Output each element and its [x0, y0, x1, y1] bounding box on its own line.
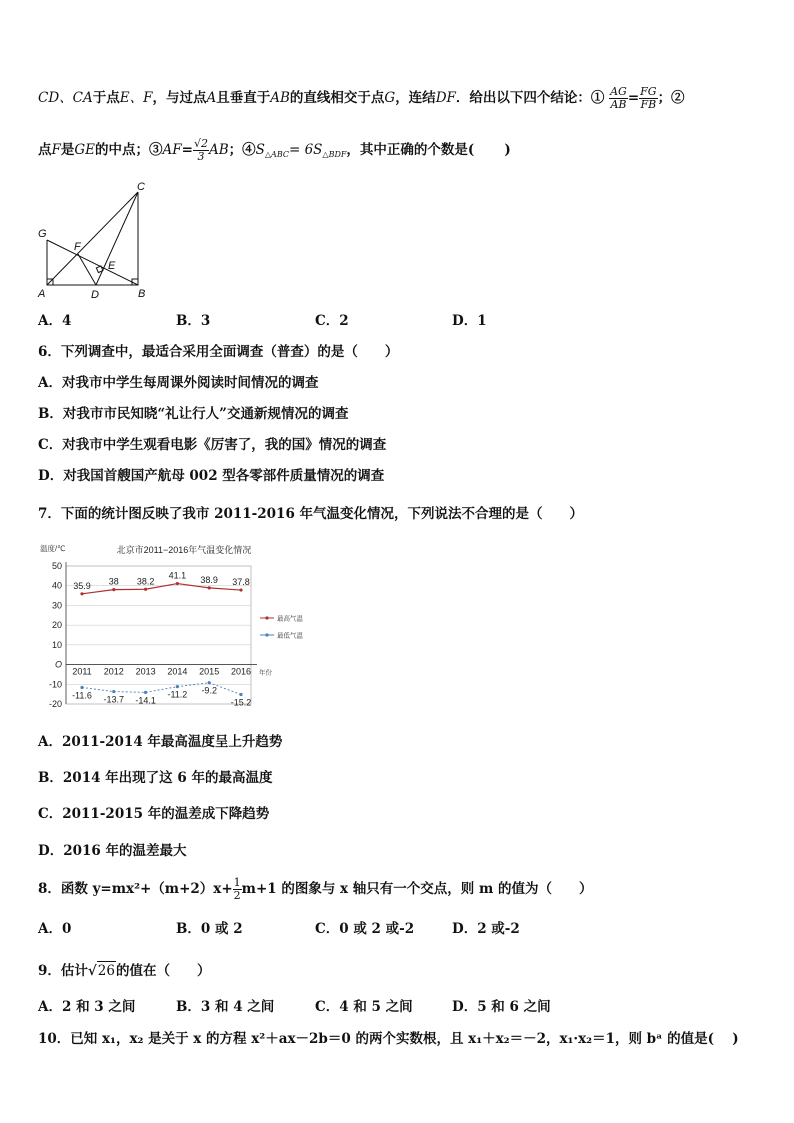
q7-stem: 7．下面的统计图反映了我市 2011-2016 年气温变化情况，下列说法不合理的是（ ）	[38, 506, 584, 522]
segment-fd	[78, 254, 96, 285]
q5-text: 的直线相交于点	[289, 90, 385, 106]
fraction-fg-fb: $\frac{FG}{FB}$	[640, 85, 657, 111]
q7-option-d[interactable]: D．2016 年的温差最大	[38, 843, 187, 859]
q5-geometry-figure	[30, 180, 160, 305]
data-label: -11.6	[72, 690, 92, 701]
y-tick-label: 40	[51, 580, 62, 591]
q8-text: 8．函数 y=mx²+（m+2）x+	[38, 881, 233, 897]
q6-option-d[interactable]: D．对我国首艘国产航母 002 型各零部件质量情况的调查	[38, 468, 385, 484]
data-point	[239, 588, 242, 591]
q8-option-a[interactable]: A．0	[38, 921, 72, 937]
q9-text: 9．估计	[38, 963, 88, 979]
q5-option-a[interactable]: A．4	[38, 313, 72, 329]
q5-text: ，连结	[395, 90, 436, 106]
q5-text: 且垂直于	[216, 90, 271, 106]
q5-text: AF	[162, 142, 182, 158]
chart-ylabel: 温度/℃	[40, 544, 66, 553]
data-label: -14.1	[135, 695, 156, 706]
y-tick-label: 30	[51, 600, 62, 611]
data-label: 38.2	[136, 576, 155, 587]
q8-stem	[38, 877, 592, 902]
q5-text: 点	[38, 142, 52, 158]
data-label: -11.2	[167, 689, 188, 700]
q5-stem-line-1	[38, 86, 685, 111]
fraction-ag-ab: $\frac{AG}{AB}$	[610, 85, 627, 111]
x-tick-label: 2016	[230, 666, 252, 677]
q5-text: ；④	[228, 142, 256, 158]
data-label: -13.7	[103, 694, 125, 705]
data-label: -9.2	[201, 685, 217, 696]
q9-option-d[interactable]: D．5 和 6 之间	[452, 999, 551, 1015]
q6-option-c[interactable]: C．对我市中学生观看电影《厉害了，我的国》情况的调查	[38, 437, 387, 453]
q5-option-d[interactable]: D．1	[452, 313, 487, 329]
x-tick-label: 2012	[103, 666, 124, 677]
q5-text: 的中点；③	[95, 142, 163, 158]
q9-option-a[interactable]: A．2 和 3 之间	[38, 999, 136, 1015]
q5-text: )	[504, 142, 511, 158]
q6-option-a[interactable]: A．对我市中学生每周课外阅读时间情况的调查	[38, 375, 319, 391]
chart-xlabel: 年份	[259, 669, 272, 677]
x-tick-label: 2011	[72, 666, 92, 677]
y-tick-label: 50	[51, 561, 62, 571]
q6-stem: 6．下列调查中，最适合采用全面调查（普查）的是（ ）	[38, 344, 399, 360]
point-label-f: F	[74, 241, 81, 253]
q6-option-b[interactable]: B．对我市市民知晓“礼让行人”交通新规情况的调查	[38, 406, 349, 422]
q10-stem: 10．已知 x₁，x₂ 是关于 x 的方程 x²＋ax－2b＝0 的两个实数根，且 x₁＋x₂＝－2，x₁·x₂＝1，则 bᵃ 的值是( )	[38, 1031, 739, 1047]
q5-text: ．给出以下四个结论：①	[455, 90, 605, 106]
point-label-g: G	[38, 228, 47, 240]
q5-text: G	[384, 90, 396, 106]
equals: =	[627, 90, 640, 106]
y-tick-label: 20	[51, 620, 62, 631]
q5-text: =	[181, 142, 193, 158]
data-label: 41.1	[168, 570, 187, 581]
data-point	[208, 586, 211, 589]
q5-text: GE	[74, 142, 96, 158]
data-point	[208, 681, 211, 684]
q5-text: A	[206, 90, 217, 106]
data-point	[176, 582, 179, 585]
data-label: -15.2	[230, 697, 252, 708]
q5-text: CD、CA	[38, 90, 93, 106]
sqrt-26: 26	[97, 963, 115, 979]
q5-text: AB	[208, 142, 229, 158]
q5-text: ，其中正确的个数是(	[346, 142, 475, 158]
x-tick-label: 2013	[135, 666, 156, 677]
point-label-e: E	[108, 260, 116, 272]
q5-stem-line-2	[38, 138, 511, 164]
q9-option-b[interactable]: B．3 和 4 之间	[176, 999, 275, 1015]
q8-option-b[interactable]: B．0 或 2	[176, 921, 243, 937]
q7-option-c[interactable]: C．2011-2015 年的温差成下降趋势	[38, 806, 270, 822]
point-label-d: D	[91, 289, 99, 301]
q7-option-b[interactable]: B．2014 年出现了这 6 年的最高温度	[38, 770, 273, 786]
q9-text: 的值在（ ）	[115, 963, 211, 979]
q5-text: F	[51, 142, 61, 158]
q5-text: ；②	[657, 90, 685, 106]
q5-text: E、F	[119, 90, 153, 106]
data-point	[176, 685, 179, 688]
point-label-b: B	[138, 288, 146, 300]
data-label: 38	[108, 576, 119, 587]
q7-option-a[interactable]: A．2011-2014 年最高温度呈上升趋势	[38, 734, 283, 750]
data-point	[112, 690, 115, 693]
q5-subscript: △ABC	[264, 150, 289, 159]
q5-text: 是	[60, 142, 75, 158]
q5-text: = 6S	[288, 142, 323, 158]
legend-marker	[265, 633, 268, 636]
q5-text: 于点	[92, 90, 120, 106]
data-label: 35.9	[73, 580, 91, 591]
legend-label: 最低气温	[277, 632, 303, 640]
q5-text: AB	[270, 90, 290, 106]
y-tick-label: -10	[48, 679, 62, 690]
data-point	[239, 693, 242, 696]
q8-option-d[interactable]: D．2 或-2	[452, 921, 520, 937]
chart-title: 北京市2011−2016年气温变化情况	[116, 545, 252, 555]
q5-text: DF	[435, 90, 456, 106]
q5-option-c[interactable]: C．2	[315, 313, 349, 329]
x-tick-label: 2014	[167, 666, 188, 677]
data-point	[80, 592, 83, 595]
chart-legend	[260, 614, 304, 640]
segment-ac	[47, 192, 138, 285]
q9-option-c[interactable]: C．4 和 5 之间	[315, 999, 413, 1015]
point-label-c: C	[137, 181, 145, 193]
y-tick-label: 10	[51, 639, 62, 650]
data-point	[112, 588, 115, 591]
fraction-one-half: $\frac{1}{2}$	[233, 876, 241, 902]
q5-text: S	[255, 142, 265, 158]
q8-text: m+1 的图象与 x 轴只有一个交点，则 m 的值为（ ）	[241, 881, 593, 897]
q5-text: ，与过点	[152, 90, 207, 106]
data-point	[144, 691, 147, 694]
q9-stem: 9．估计√26的值在（ ）	[38, 963, 211, 979]
y-tick-label: -20	[48, 699, 62, 709]
data-label: 38.9	[200, 574, 218, 585]
data-point	[144, 588, 147, 591]
legend-marker	[265, 616, 268, 619]
point-label-a: A	[38, 288, 46, 300]
q7-temperature-chart	[36, 538, 326, 716]
data-point	[80, 686, 83, 689]
q5-option-b[interactable]: B．3	[176, 313, 211, 329]
y-tick-label: O	[54, 659, 62, 670]
x-tick-label: 2015	[199, 666, 220, 677]
q8-option-c[interactable]: C．0 或 2 或-2	[315, 921, 415, 937]
legend-label: 最高气温	[277, 615, 303, 623]
data-label: 37.8	[232, 577, 250, 588]
fraction-sqrt2-3: $\frac{√2}{3}$	[193, 137, 208, 163]
q5-subscript: △BDF	[322, 150, 347, 159]
